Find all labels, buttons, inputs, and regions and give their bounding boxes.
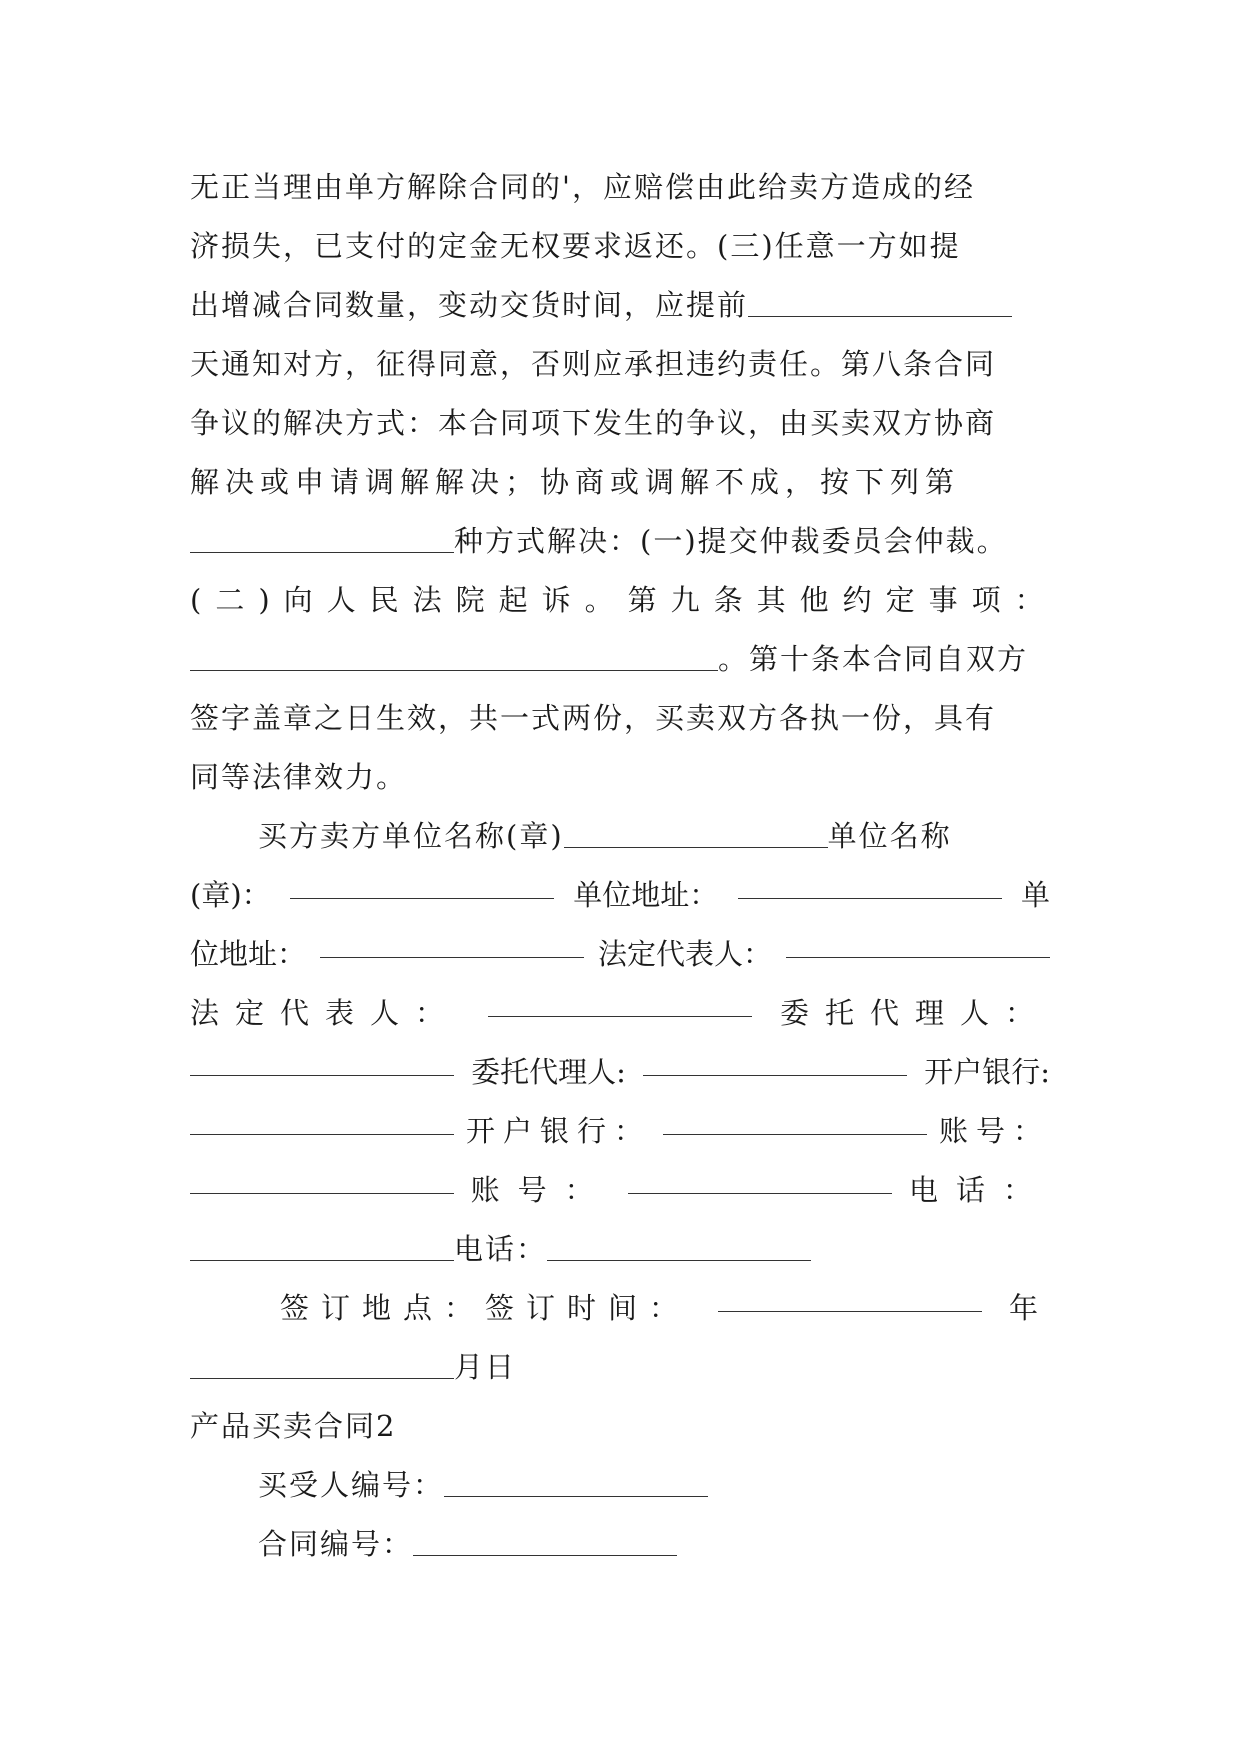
text-segment: 种方式解决：(一)提交仲裁委员会仲裁。 — [454, 524, 1008, 558]
text-line — [190, 1102, 1050, 1161]
text-line — [190, 571, 1058, 630]
text-segment: 签字盖章之日生效，共一式两份，买卖双方各执一份，具有 — [190, 701, 997, 735]
text-segment: 位地址： — [190, 937, 307, 971]
text-segment: 济损失，已支付的定金无权要求返还。(三)任意一方如提 — [190, 229, 961, 263]
text-line — [190, 1515, 1050, 1574]
text-segment: 单位名称 — [827, 819, 952, 853]
text-segment: 开户银行： — [465, 1114, 651, 1148]
fill-blank[interactable] — [190, 520, 454, 553]
text-segment: 争议的解决方式：本合同项下发生的争议，由买卖双方协商 — [190, 406, 997, 440]
text-segment: 月日 — [454, 1350, 517, 1384]
text-segment: 天通知对方，征得同意，否则应承担违约责任。第八条合同 — [190, 347, 997, 381]
text-segment: 签订地点：签订时间： — [280, 1291, 691, 1325]
text-segment: 单位地址： — [573, 878, 719, 912]
fill-blank[interactable] — [190, 1161, 454, 1194]
text-segment: 年 — [1008, 1291, 1050, 1325]
text-line — [190, 866, 1050, 925]
text-line — [190, 1161, 1050, 1220]
fill-blank[interactable] — [444, 1464, 708, 1497]
text-line — [190, 512, 1050, 571]
text-line — [190, 1043, 1050, 1102]
text-segment: 法定代表人： — [597, 937, 772, 971]
text-line — [190, 335, 1050, 394]
text-segment: 法定代表人： — [190, 996, 461, 1030]
fill-blank[interactable] — [413, 1523, 677, 1556]
text-segment: 开户银行: — [924, 1055, 1050, 1089]
text-segment: 单 — [1020, 878, 1050, 912]
fill-blank[interactable] — [718, 1279, 982, 1312]
fill-blank[interactable] — [320, 925, 584, 958]
fill-blank[interactable] — [643, 1043, 907, 1076]
fill-blank[interactable] — [564, 815, 828, 848]
text-segment: 无正当理由单方解除合同的'，应赔偿由此给卖方造成的经 — [190, 170, 975, 204]
fill-blank[interactable] — [738, 866, 1002, 899]
text-segment: 买方卖方单位名称(章) — [258, 819, 564, 853]
text-line — [190, 217, 1050, 276]
text-segment: 账号： — [470, 1173, 612, 1207]
fill-blank[interactable] — [190, 1043, 454, 1076]
fill-blank[interactable] — [190, 1346, 454, 1379]
text-line — [190, 748, 1050, 807]
text-segment: 。第十条本合同自双方 — [718, 642, 1029, 676]
document-body — [190, 158, 1058, 1574]
fill-blank[interactable] — [190, 1102, 454, 1135]
text-line — [190, 394, 1050, 453]
text-line — [190, 630, 1050, 689]
heading-text: 产品买卖合同2 — [190, 1409, 397, 1443]
fill-blank[interactable] — [547, 1228, 811, 1261]
text-line — [190, 807, 1050, 866]
text-segment: 委托代理人: — [471, 1055, 626, 1089]
text-line — [190, 1338, 1050, 1397]
text-line — [190, 689, 1050, 748]
text-line — [190, 1279, 1050, 1338]
text-line — [190, 925, 1050, 984]
section-heading — [190, 1397, 1050, 1456]
text-line — [190, 453, 1050, 512]
text-segment: (章)： — [190, 878, 271, 912]
text-segment: 账号： — [938, 1114, 1050, 1148]
text-segment: 合同编号： — [258, 1527, 414, 1561]
fill-blank[interactable] — [628, 1161, 892, 1194]
fill-blank[interactable] — [663, 1102, 927, 1135]
text-segment: 委托代理人： — [779, 996, 1050, 1030]
fill-blank[interactable] — [786, 925, 1050, 958]
text-segment: 电话： — [454, 1232, 548, 1266]
text-segment: 买受人编号： — [258, 1468, 445, 1502]
text-segment: 电话： — [908, 1173, 1050, 1207]
text-segment: 同等法律效力。 — [190, 760, 408, 794]
text-line — [190, 1220, 1050, 1279]
text-segment: 解决或申请调解解决；协商或调解不成，按下列第 — [190, 465, 961, 499]
fill-blank[interactable] — [748, 284, 1012, 317]
text-segment: 出增减合同数量，变动交货时间，应提前 — [190, 288, 749, 322]
text-line — [190, 1456, 1050, 1515]
fill-blank[interactable] — [290, 866, 554, 899]
fill-blank[interactable] — [488, 984, 752, 1017]
text-line — [190, 984, 1050, 1043]
text-segment: (二)向人民法院起诉。第九条其他约定事项： — [190, 583, 1058, 617]
fill-blank[interactable] — [190, 638, 718, 671]
fill-blank[interactable] — [190, 1228, 454, 1261]
text-line — [190, 158, 1050, 217]
text-line — [190, 276, 1050, 335]
